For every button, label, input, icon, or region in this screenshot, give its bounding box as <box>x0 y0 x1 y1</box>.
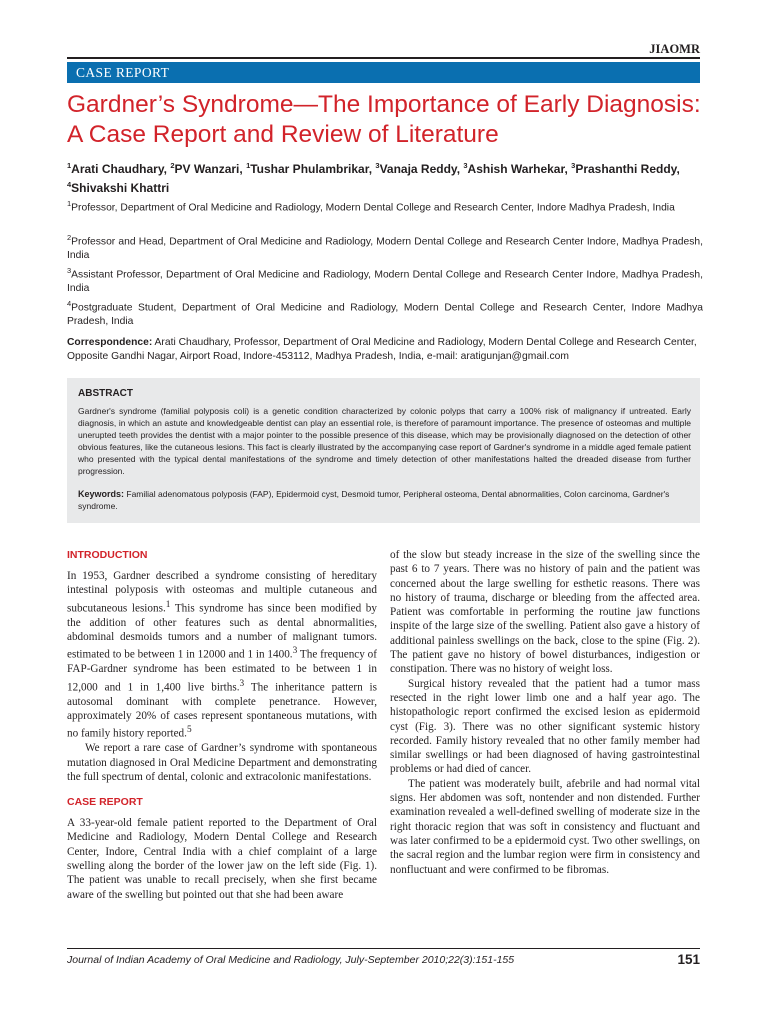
case-report-paragraph: of the slow but steady increase in the size of the swelling since the past 6 to 7 years. There was no history of pain and the patient was concerned about the large swelling for esthetic reasons. There was no history of trauma, discharge or bleeding from the affected area. Patient was comfortable in performing the routine jaw functions inspite of the large size of the swelling. Patient also gave a history of additional painless swellings on the back, close to the spine (Fig. 2). The patient gave no history of bowel disturbances, indigestion or constipation. There was no history of weight loss. <box>390 549 700 676</box>
abstract-box <box>67 378 700 523</box>
author-sup: 1 <box>67 161 72 170</box>
intro-text: In 1953, Gardner described a syndrome consisting of hereditary intestinal polyposis with osteomas and multiple cutaneous and subcutaneous lesions. <box>67 570 377 615</box>
case-report-paragraph: Surgical history revealed that the patient had a tumor mass resected in the right lower limb one and a half year ago. The histopathologic report confirmed the excised lesion as epidermoid cyst (Fig. 3). There was no other significant systemic history recorded. Family history revealed that no other family member had similar swellings or had been diagnosed of having gastrointestinal problems or had died of cancer. <box>390 677 700 776</box>
citation-sup: 3 <box>239 678 245 689</box>
author-name: Vanaja Reddy, <box>379 162 464 176</box>
abstract-heading: ABSTRACT <box>78 388 133 399</box>
case-report-heading: CASE REPORT <box>67 796 143 809</box>
affiliation-sup: 3 <box>67 266 72 275</box>
author-sup: 3 <box>463 161 468 170</box>
introduction-paragraph: We report a rare case of Gardner’s syndrome with spontaneous mutation diagnosed in Oral Medicine Department and demonstrating the full spectrum of dental, colonic and extracolonic manifestations. <box>67 742 377 783</box>
affiliation-sup: 4 <box>67 299 72 308</box>
affiliation-sup: 1 <box>67 199 72 208</box>
citation-sup: 3 <box>292 646 298 657</box>
author-name: Prashanthi Reddy, <box>575 162 680 176</box>
author-sup: 3 <box>375 161 380 170</box>
correspondence <box>67 336 703 364</box>
section-label: CASE REPORT <box>76 65 170 80</box>
affiliation <box>67 297 703 329</box>
left-column <box>67 548 377 902</box>
affiliation-text: Professor and Head, Department of Oral Medicine and Radiology, Modern Dental College and Research Center Indore, Madhya Pradesh, India <box>67 236 703 262</box>
author-name: Ashish Warhekar, <box>467 162 572 176</box>
intro-text: The frequency of FAP-Gardner syndrome has been estimated to be between 1 in 12,000 and 1 in 1,400 live births. <box>67 648 378 694</box>
affiliation <box>67 264 703 296</box>
correspondence-text: Arati Chaudhary, Professor, Department of Oral Medicine and Radiology, Modern Dental College and Research Center, Opposite Gandhi Nagar, Airport Road, Indore-453112, Madhya Pradesh, India, e-mail: aratigunjan@gmail.com <box>67 337 697 362</box>
author-name: Arati Chaudhary, <box>71 162 171 176</box>
author-sup: 3 <box>571 161 576 170</box>
citation-sup: 5 <box>186 725 192 736</box>
correspondence-label: Correspondence: <box>67 337 153 348</box>
affiliation-text: Assistant Professor, Department of Oral Medicine and Radiology, Modern Dental College and Research Center Indore, Madhya Pradesh, India <box>67 269 703 295</box>
journal-abbreviation: JIAOMR <box>649 42 700 56</box>
section-bar <box>67 62 700 83</box>
introduction-paragraph <box>67 569 377 741</box>
citation-sup: 1 <box>165 599 171 610</box>
affiliation-sup: 2 <box>67 233 72 242</box>
header-rule <box>67 57 700 59</box>
affiliation <box>67 231 703 263</box>
intro-text: This syndrome has since been modified by the addition of other features such as dental abnormalities, abdominal desmoids tumors and a number of malignant tumors. estimated to be between 1 in 12000 and 1 in 1400. <box>67 602 377 661</box>
abstract-text: Gardner's syndrome (familial polyposis coli) is a genetic condition characterized by colonic polyps that carry a 100% risk of malignancy if untreated. Early diagnosis, in which an astute and knowledgeable dentist can play an essential role, is therefore of paramount importance. The presence of osteomas and multiple unerupted teeth provides the dentist with a major pointer to the possible presence of this disease, which may be provisionally diagnosed on the detection of other obvious features, like the cutaneous lesions. This fact is clearly illustrated by the accompanying case report of Gardner's syndrome in a middle aged female patient who presented with the typical dental manifestations of the syndrome and timely detection of other manifestations halted the dreaded disease from further progression. <box>78 406 691 477</box>
author-name: Tushar Phulambrikar, <box>250 162 376 176</box>
author-name: PV Wanzari, <box>174 162 247 176</box>
author-list <box>67 158 703 196</box>
keywords-label: Keywords: <box>78 489 125 499</box>
keywords <box>78 488 691 512</box>
footer-rule <box>67 948 700 949</box>
introduction-heading: INTRODUCTION <box>67 549 148 561</box>
case-report-paragraph: A 33-year-old female patient reported to the Department of Oral Medicine and Radiology, Modern Dental College and Research Center, Indore, Central India with a chief complaint of a large swelling along the border of the lower jaw on the left side (Fig. 1). The patient was unable to recall precisely, when she first became aware of the swelling but pointed out that she had been aware <box>67 817 377 901</box>
journal-citation: Journal of Indian Academy of Oral Medicine and Radiology, July-September 2010;22(3):151-155 <box>67 954 515 966</box>
author-sup: 1 <box>246 161 251 170</box>
author-sup: 2 <box>170 161 175 170</box>
intro-text: The inheritance pattern is autosomal dominant with complete penetrance. However, approximately 20% of cases represent spontaneous mutations, with no family history reported. <box>67 681 377 740</box>
right-column <box>390 548 700 877</box>
affiliation <box>67 197 703 215</box>
keywords-text: Familial adenomatous polyposis (FAP), Epidermoid cyst, Desmoid tumor, Peripheral osteoma, Dental abnormalities, Colon carcinoma, Gardner's syndrome. <box>78 489 670 512</box>
case-report-paragraph: The patient was moderately built, afebrile and had normal vital signs. Her abdomen was soft, nontender and non distended. Further examination revealed a well-defined swelling of moderate size in the right thoracic region that was soft in consistency and fluctuant and was later confirmed to be a epidermoid cyst. Two other swellings, on the sacral region and the lumbar region were firm in consistency and nonfluctuant and were confirmed to be fibromas. <box>390 777 700 876</box>
article-title: Gardner’s Syndrome—The Importance of Early Diagnosis: A Case Report and Review of Literature <box>67 91 701 148</box>
author-name: Shivakshi Khattri <box>71 181 170 195</box>
page-number: 151 <box>677 952 700 967</box>
affiliation-text: Postgraduate Student, Department of Oral Medicine and Radiology, Modern Dental College and Research Center, Indore Madhya Pradesh, India <box>67 302 703 328</box>
affiliation-text: Professor, Department of Oral Medicine and Radiology, Modern Dental College and Research Center, Indore Madhya Pradesh, India <box>71 202 675 214</box>
author-sup: 4 <box>67 180 72 189</box>
